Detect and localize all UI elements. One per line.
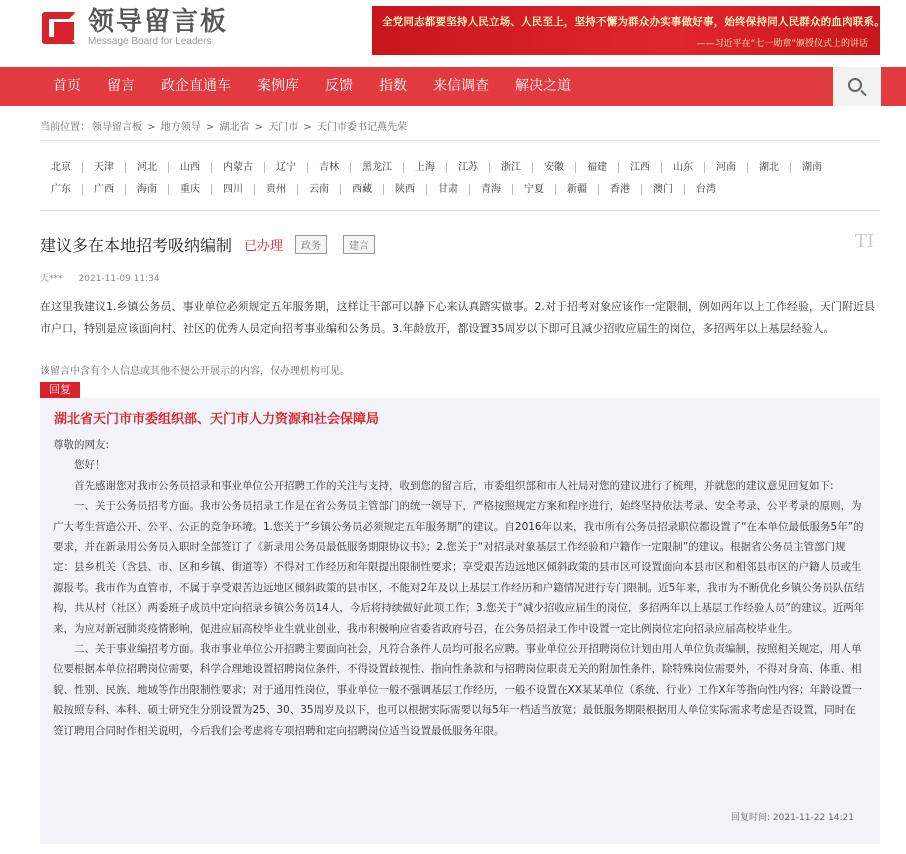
- reply-hello: 您好！: [74, 459, 106, 472]
- message-title: 建议多在本地招考吸纳编制: [40, 236, 233, 255]
- divider: [40, 140, 880, 141]
- font-size-icon[interactable]: TI: [854, 231, 874, 252]
- reply-tab: 回复: [40, 382, 80, 398]
- province-link[interactable]: 河北: [126, 162, 169, 173]
- province-link[interactable]: 重庆: [169, 184, 212, 195]
- province-link[interactable]: 陕西: [384, 184, 427, 195]
- province-link[interactable]: 安徽: [533, 162, 576, 173]
- reply-paragraph: 首先感谢您对我市公务员招录和事业单位公开招聘工作的关注与支持，收到您的留言后，市委组织部和市人社局对您的建议进行了梳理，并就您的建议意见回复如下:: [74, 479, 834, 492]
- province-link[interactable]: 吉林: [308, 162, 351, 173]
- type-tag[interactable]: 建言: [343, 235, 375, 254]
- breadcrumb-item[interactable]: 湖北省: [219, 122, 250, 133]
- province-link[interactable]: 新疆: [556, 184, 599, 195]
- province-link[interactable]: 甘肃: [427, 184, 470, 195]
- breadcrumb: 当前位置： 领导留言板 > 地方领导 > 湖北省 > 天门市 > 天门市委书记燕先荣: [40, 122, 407, 133]
- nav-item-survey[interactable]: 来信调查: [433, 78, 489, 94]
- breadcrumb-item[interactable]: 地方领导: [160, 122, 201, 133]
- nav-item-feedback[interactable]: 反馈: [325, 78, 353, 94]
- reply-greeting: 尊敬的网友:: [53, 439, 110, 451]
- province-link[interactable]: 浙江: [490, 162, 533, 173]
- quote-banner[interactable]: [372, 6, 885, 55]
- province-link[interactable]: 香港: [599, 184, 642, 195]
- province-link[interactable]: 福建: [576, 162, 619, 173]
- banner-quote: 全党同志都要坚持人民立场、人民至上，坚持不懈为群众办实事做好事，始终保持同人民群众的血肉联系。: [382, 16, 885, 28]
- province-row: [40, 156, 880, 178]
- reply-content: [53, 435, 865, 741]
- category-tag[interactable]: 政务: [295, 235, 327, 254]
- province-link[interactable]: 北京: [40, 162, 83, 173]
- nav-item-index[interactable]: 指数: [379, 78, 407, 94]
- nav-item-enterprise[interactable]: 政企直通车: [161, 78, 231, 94]
- search-button[interactable]: [833, 67, 881, 106]
- reply-paragraph: 二、关于事业编招考方面。我市事业单位公开招聘主要面向社会，凡符合条件人员均可报名应聘。事业单位公开招聘岗位计划由用人单位负责编制，按照相关规定，用人单位要根据本单位招聘岗位需要，科学合理地设置招聘岗位条件，不得设置歧视性、指向性条款和与招聘岗位职责无关的附加性条件，除特殊岗位需要外，不得对身高、体重、相貌、性别、民族、地域等作出限制性要求；对于通用性岗位，事业单位一般不强调基层工作经历，一般不设置在XX某某单位（系统、行业）工作X年等指向性内容；年龄设置一般按照专科、本科、硕士研究生分别设置为25、30、35周岁及以下，也可以根据实际需要以每5年一档适当放宽；最低服务期限根据用人单位实际需求考虑是否设置，同时在签订聘用合同时作相关说明，今后我们会考虑将专项招聘和定向招聘岗位适当设置最低服务年限。: [53, 643, 863, 737]
- province-link[interactable]: 黑龙江: [351, 162, 404, 173]
- reply-time: 回复时间: 2021-11-22 14:21: [730, 813, 854, 823]
- message-header: [40, 233, 880, 256]
- breadcrumb-item[interactable]: 领导留言板: [92, 122, 142, 133]
- province-link[interactable]: 云南: [298, 184, 341, 195]
- province-link[interactable]: 湖北: [748, 162, 791, 173]
- province-link[interactable]: 澳门: [642, 184, 685, 195]
- status-badge: 已办理: [244, 239, 284, 254]
- message-meta: [40, 271, 160, 284]
- post-time: 2021-11-09 11:34: [78, 274, 160, 284]
- province-list: [40, 156, 880, 200]
- logo-title: 领导留言板: [88, 7, 229, 37]
- province-link[interactable]: 四川: [212, 184, 255, 195]
- province-link[interactable]: 宁夏: [513, 184, 556, 195]
- province-link[interactable]: 青海: [470, 184, 513, 195]
- province-link[interactable]: 江苏: [447, 162, 490, 173]
- province-link[interactable]: 河南: [705, 162, 748, 173]
- main-nav: [0, 67, 906, 106]
- reply-panel: [40, 398, 880, 844]
- province-link[interactable]: 西藏: [341, 184, 384, 195]
- province-link[interactable]: 贵州: [255, 184, 298, 195]
- province-link[interactable]: 上海: [404, 162, 447, 173]
- province-link[interactable]: 广东: [40, 184, 83, 195]
- nav-item-solutions[interactable]: 解决之道: [515, 78, 571, 94]
- logo-subtitle: Message Board for Leaders: [88, 36, 212, 47]
- nav-item-messages[interactable]: 留言: [107, 78, 135, 94]
- province-link[interactable]: 海南: [126, 184, 169, 195]
- province-link[interactable]: 天津: [83, 162, 126, 173]
- message-content: 在这里我建议1.乡镇公务员、事业单位必须规定五年服务期，这样让干部可以静下心来认真踏实做事。2.对于招考对象应该作一定限制，例如两年以上工作经验，天门附近县市户口，特别是应该面向村、社区的优秀人员定向招考事业编和公务员。3.年龄放开，都设置35周岁以下即可且减少招收应届生的岗位，多招两年以上基层经验人。: [40, 300, 875, 335]
- province-link[interactable]: 辽宁: [265, 162, 308, 173]
- reply-paragraph: 一、关于公务员招考方面。我市公务员招录工作是在省公务员主管部门的统一领导下，严格按照规定方案和程序进行，始终坚持依法考录、安全考录、公平考录的原则，为广大考生营造公开、公平、公正的竞争环境。1.您关于“乡镇公务员必须规定五年服务期”的建议。自2016年以来，我市所有公务员招录职位都设置了“在本单位最低服务5年”的要求，并在新录用公务员入职时全部签订了《新录用公务员最低服务期限协议书》；2.您关于“对招录对象基层工作经验和户籍作一定限制”的建议。根据省公务员主管部门规定：县乡机关（含县、市、区和乡镇、街道等）不得对工作经历和年限提出限制性要求；享受艰苦边远地区倾斜政策的县市区可设置面向本县市区和相邻县市区的户籍人员或生源报考。我市作为直管市，不属于享受艰苦边远地区倾斜政策的县市区，不能对2年及以上基层工作经历和户籍情况进行专门限制。近5年来，我市为不断优化乡镇公务员队伍结构，共从村（社区）两委班子成员中定向招录乡镇公务员14人，今后将持续做好此项工作；3.您关于“减少招收应届生的岗位，多招两年以上基层工作经验人员”的建议。近两年来，为应对新冠肺炎疫情影响，促进应届高校毕业生就业创业，我市积极响应省委省政府号召，在公务员招录工作中设置一定比例岗位定向招录应届高校毕业生。: [53, 500, 865, 635]
- breadcrumb-prefix: 当前位置：: [40, 122, 90, 133]
- province-link[interactable]: 广西: [83, 184, 126, 195]
- site-logo[interactable]: [40, 8, 228, 48]
- province-link[interactable]: 台湾: [696, 183, 716, 195]
- breadcrumb-item[interactable]: 天门市: [268, 122, 299, 133]
- author: 天***: [40, 274, 63, 284]
- logo-icon: [40, 8, 80, 48]
- province-row: [40, 178, 880, 200]
- header: [0, 0, 906, 67]
- province-link[interactable]: 山西: [169, 162, 212, 173]
- nav-item-cases[interactable]: 案例库: [257, 78, 299, 94]
- nav-item-home[interactable]: 首页: [53, 78, 81, 94]
- reply-organization: 湖北省天门市市委组织部、天门市人力资源和社会保障局: [54, 412, 380, 427]
- province-link[interactable]: 内蒙古: [212, 162, 265, 173]
- breadcrumb-item[interactable]: 天门市委书记燕先荣: [317, 122, 407, 133]
- province-link[interactable]: 江西: [619, 162, 662, 173]
- divider: [40, 210, 880, 211]
- province-link[interactable]: 湖南: [802, 161, 822, 173]
- banner-source: ——习近平在“七一勋章”颁授仪式上的讲话: [696, 39, 868, 49]
- privacy-notice: 该留言中含有个人信息或其他不便公开展示的内容，仅办理机构可见。: [40, 366, 350, 377]
- province-link[interactable]: 山东: [662, 162, 705, 173]
